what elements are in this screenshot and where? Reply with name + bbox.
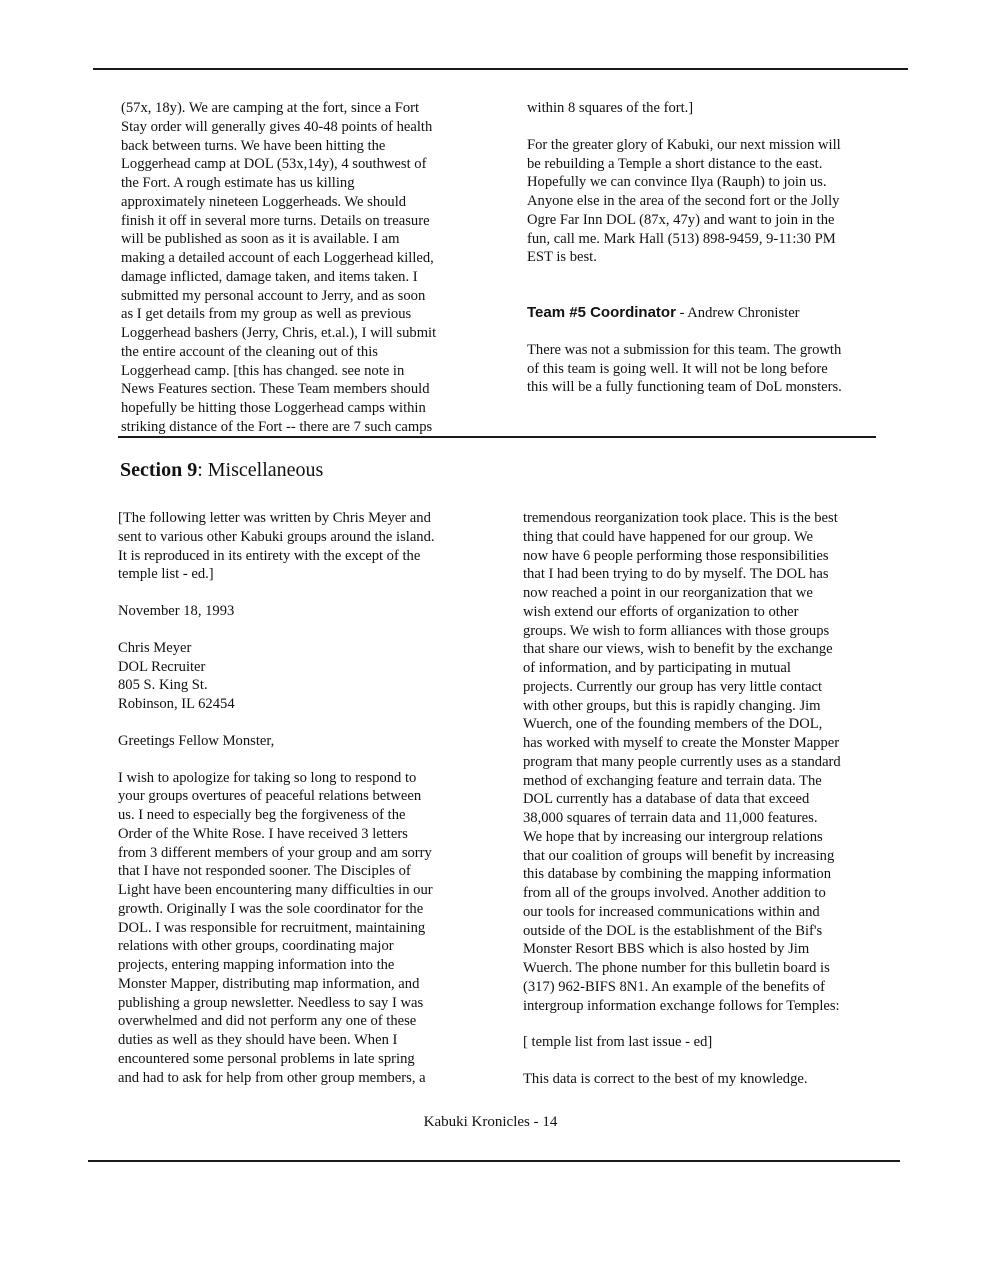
letter-body-right (523, 509, 888, 1015)
text-line: It is reproduced in its entirety with the except of the (118, 547, 421, 564)
text-line: this database by combining the mapping information (523, 866, 832, 883)
sender-address (118, 639, 478, 714)
text-line: Wuerch, one of the founding members of the DOL, (523, 716, 823, 733)
top-left-column (121, 99, 481, 437)
text-line: of information, and by participating in mutual (523, 660, 791, 676)
text-line: outside of the DOL is the establishment of the Bif's (523, 922, 823, 939)
text-line: your groups overtures of peaceful relations between (118, 788, 422, 805)
text-line: DOL currently has a database of data that exceed (523, 791, 810, 808)
text-line: (57x, 18y). We are camping at the fort, since a Fort (121, 100, 420, 116)
letter-date: November 18, 1993 (118, 603, 235, 619)
text-line: has worked with myself to create the Monster Mapper (523, 735, 840, 751)
text-line: encountered some personal problems in late spring (118, 1050, 415, 1067)
coordinator-title: Team #5 Coordinator (527, 304, 676, 321)
text-line: DOL Recruiter (118, 658, 206, 675)
text-line: [The following letter was written by Chris Meyer and (118, 510, 431, 526)
text-line: 38,000 squares of terrain data and 11,000 features. (523, 810, 818, 826)
text-line: Ogre Far Inn DOL (87x, 47y) and want to join in the (527, 211, 835, 228)
text-line: damage inflicted, damage taken, and items taken. I (121, 268, 418, 285)
text-line: projects, entering mapping information into the (118, 957, 395, 973)
text-line: groups. We wish to form alliances with those groups (523, 622, 830, 639)
text-line: the Fort. A rough estimate has us killing (121, 175, 355, 191)
text-line: Light have been encountering many difficulties in our (118, 882, 433, 898)
text-line: Chris Meyer (118, 639, 192, 656)
top-right-column (527, 99, 887, 397)
text-line: wish extend our efforts of organization to other (523, 603, 799, 620)
top-rule (93, 68, 908, 70)
temple-note: [ temple list from last issue - ed] (523, 1034, 713, 1051)
text-line: tremendous reorganization took place. This is the best (523, 510, 838, 526)
text-line: now reached a point in our reorganization that we (523, 585, 813, 601)
section-title: : Miscellaneous (197, 459, 324, 481)
text-line: temple list - ed.] (118, 566, 214, 583)
text-line: publishing a group newsletter. Needless to say I was (118, 994, 424, 1011)
text-line: Hopefully we can convince Ilya (Rauph) to join us. (527, 174, 827, 191)
text-line: hopefully be hitting those Loggerhead camps within (121, 400, 426, 416)
top-right-paragraph-1 (527, 99, 887, 118)
text-line: Anyone else in the area of the second fort or the Jolly (527, 193, 840, 209)
text-line: (317) 962-BIFS 8N1. An example of the benefits of (523, 978, 825, 995)
text-line: that I had been trying to do by myself. The DOL has (523, 566, 829, 583)
text-line: intergroup information exchange follows for Temples: (523, 997, 840, 1014)
text-line: News Features section. These Team members should (121, 381, 430, 398)
section-heading (120, 459, 323, 482)
text-line: back between turns. We have been hitting the (121, 137, 386, 154)
text-line: from 3 different members of your group and am sorry (118, 844, 432, 861)
text-line: Monster Resort BBS which is also hosted by Jim (523, 941, 810, 958)
text-line: fun, call me. Mark Hall (513) 898-9459, 9-11:30 PM (527, 230, 836, 247)
text-line: Loggerhead bashers (Jerry, Chris, et.al.), I will submit (121, 325, 437, 341)
letter-body-left (118, 769, 478, 1088)
text-line: Order of the White Rose. I have received 3 letters (118, 825, 408, 842)
text-line: submitted my personal account to Jerry, and as soon (121, 287, 426, 304)
text-line: as I get details from my group as well as previous (121, 306, 412, 323)
top-left-paragraph (121, 99, 481, 437)
text-line: Loggerhead camp at DOL (53x,14y), 4 southwest of (121, 156, 427, 173)
text-line: within 8 squares of the fort.] (527, 100, 694, 116)
text-line: program that many people currently uses as a standard (523, 753, 841, 770)
text-line: For the greater glory of Kabuki, our next mission will (527, 136, 841, 153)
text-line: approximately nineteen Loggerheads. We should (121, 193, 407, 210)
text-line: of this team is going well. It will not be long before (527, 360, 828, 377)
text-line: thing that could have happened for our group. We (523, 528, 813, 545)
text-line: duties as well as they should have been. When I (118, 1032, 398, 1048)
text-line: There was not a submission for this team. The growth (527, 341, 842, 358)
text-line: making a detailed account of each Loggerhead killed, (121, 250, 434, 266)
text-line: growth. Originally I was the sole coordinator for the (118, 900, 424, 917)
text-line: DOL. I was responsible for recruitment, maintaining (118, 919, 426, 936)
text-line: relations with other groups, coordinating major (118, 938, 394, 955)
text-line: overwhelmed and did not perform any one of these (118, 1013, 417, 1030)
text-line: now have 6 people performing those responsibilities (523, 547, 829, 564)
text-line: method of exchanging feature and terrain data. The (523, 772, 822, 789)
text-line: Loggerhead camp. [this has changed. see note in (121, 362, 405, 379)
text-line: from all of the groups involved. Another addition to (523, 885, 826, 901)
page-footer: Kabuki Kronicles - 14 (423, 1114, 558, 1130)
team-coordinator-heading (527, 304, 887, 323)
text-line: that our coalition of groups will benefit by increasing (523, 847, 835, 864)
text-line: finish it off in several more turns. Details on treasure (121, 212, 430, 229)
text-line: and had to ask for help from other group members, a (118, 1069, 426, 1086)
text-line: this will be a fully functioning team of DoL monsters. (527, 379, 842, 396)
bottom-right-column (523, 509, 888, 1089)
text-line: be rebuilding a Temple a short distance to the east. (527, 155, 823, 172)
text-line: 805 S. King St. (118, 677, 208, 694)
text-line: that share our views, wish to benefit by the exchange (523, 641, 833, 658)
top-right-paragraph-2 (527, 136, 887, 267)
text-line: EST is best. (527, 249, 597, 266)
text-line: sent to various other Kabuki groups around the island. (118, 528, 435, 545)
text-line: our tools for increased communications within and (523, 903, 820, 920)
bottom-left-column (118, 509, 478, 1087)
text-line: I wish to apologize for taking so long to respond to (118, 769, 417, 786)
text-line: Monster Mapper, distributing map information, and (118, 975, 420, 992)
top-right-paragraph-3 (527, 341, 887, 397)
coordinator-name: - Andrew Chronister (675, 305, 800, 321)
text-line: projects. Currently our group has very little contact (523, 678, 823, 695)
bottom-rule (88, 1160, 900, 1162)
text-line: striking distance of the Fort -- there are 7 such camps (121, 418, 433, 435)
text-line: We hope that by increasing our intergroup relations (523, 828, 823, 845)
text-line: us. I need to especially beg the forgiveness of the (118, 807, 406, 823)
text-line: Wuerch. The phone number for this bulletin board is (523, 960, 830, 976)
letter-closing: This data is correct to the best of my knowledge. (523, 1071, 808, 1087)
text-line: Stay order will generally gives 40-48 points of health (121, 118, 433, 135)
section-number: Section 9 (120, 459, 198, 481)
text-line: with other groups, but this is rapidly changing. Jim (523, 697, 821, 714)
letter-greeting: Greetings Fellow Monster, (118, 732, 275, 749)
text-line: will be published as soon as it is available. I am (121, 231, 400, 248)
text-line: that I have not responded sooner. The Disciples of (118, 863, 411, 880)
text-line: Robinson, IL 62454 (118, 696, 235, 712)
section-rule (118, 436, 876, 438)
text-line: the entire account of the cleaning out of this (121, 343, 378, 360)
editor-intro (118, 509, 478, 584)
